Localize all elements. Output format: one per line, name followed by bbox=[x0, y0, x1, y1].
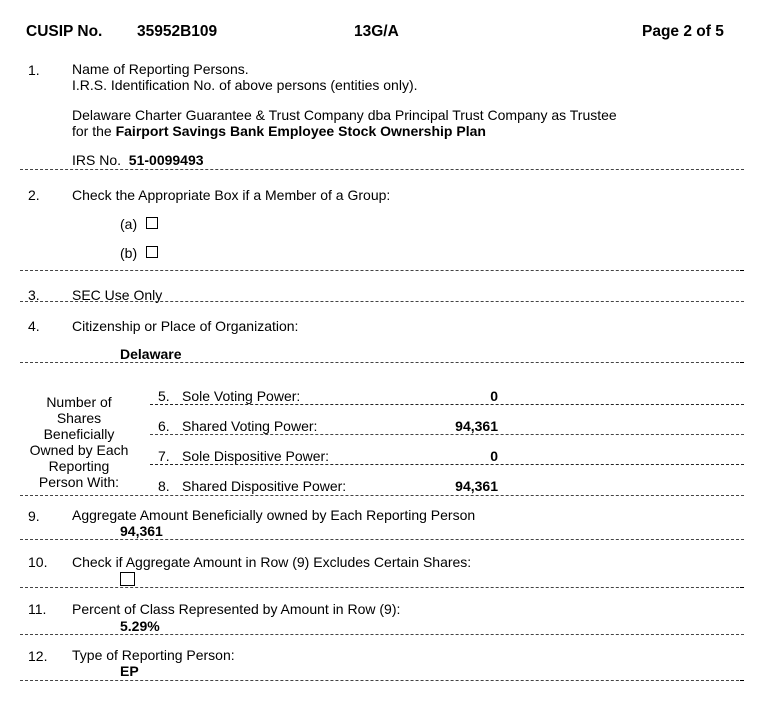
shares-label-line: Person With: bbox=[38, 474, 120, 490]
shares-block-label bbox=[24, 394, 134, 490]
aggregate-amount-value: 94,361 bbox=[120, 523, 163, 539]
row-3-number: 3. bbox=[28, 287, 40, 303]
group-option-b-label: (b) bbox=[120, 245, 138, 261]
citizenship-value: Delaware bbox=[120, 346, 182, 362]
divider bbox=[20, 169, 744, 170]
sole-voting-power-value: 0 bbox=[490, 388, 498, 404]
group-option-a-checkbox[interactable] bbox=[146, 217, 158, 229]
divider-tick bbox=[740, 680, 744, 681]
shared-dispositive-power-value: 94,361 bbox=[455, 478, 498, 494]
group-option-b-checkbox[interactable] bbox=[146, 246, 158, 258]
cusip-label: CUSIP No. bbox=[26, 23, 103, 40]
cusip-number: 35952B109 bbox=[137, 23, 218, 40]
row-4-label: Citizenship or Place of Organization: bbox=[72, 318, 299, 334]
entity-prefix: for the bbox=[72, 123, 116, 139]
row-12-label: Type of Reporting Person: bbox=[72, 647, 235, 663]
divider bbox=[20, 634, 744, 635]
divider bbox=[20, 362, 744, 363]
row-10-number: 10. bbox=[28, 554, 48, 570]
sole-dispositive-power-value: 0 bbox=[490, 448, 498, 464]
divider bbox=[20, 301, 744, 302]
group-option-a-label: (a) bbox=[120, 216, 138, 232]
page-number: Page 2 of 5 bbox=[642, 23, 724, 40]
divider bbox=[150, 404, 744, 405]
percent-of-class-value: 5.29% bbox=[120, 618, 160, 634]
row-11-number: 11. bbox=[28, 601, 47, 617]
divider bbox=[20, 539, 744, 540]
shares-label-line: Shares bbox=[56, 410, 102, 426]
item-5-number: 5. bbox=[158, 388, 170, 404]
item-7-number: 7. bbox=[158, 448, 170, 464]
row-1-label-line1: Name of Reporting Persons. bbox=[72, 61, 249, 77]
row-1-number: 1. bbox=[28, 62, 40, 78]
row-12-number: 12. bbox=[28, 648, 48, 664]
divider-tick bbox=[740, 362, 744, 363]
shares-label-line: Number of bbox=[46, 394, 112, 410]
item-6-number: 6. bbox=[158, 418, 170, 434]
plan-name: Fairport Savings Bank Employee Stock Ownership Plan bbox=[115, 123, 486, 139]
reporting-entity-line1: Delaware Charter Guarantee & Trust Company dba Principal Trust Company as Trustee bbox=[72, 107, 617, 123]
divider-tick bbox=[740, 270, 744, 271]
divider bbox=[150, 434, 744, 435]
row-9-number: 9. bbox=[28, 508, 40, 524]
shares-label-line: Reporting bbox=[48, 458, 110, 474]
shared-voting-power-value: 94,361 bbox=[455, 418, 498, 434]
item-8-number: 8. bbox=[158, 478, 170, 494]
row-1-label-line2: I.R.S. Identification No. of above persons (entities only). bbox=[72, 77, 418, 93]
excludes-shares-checkbox[interactable] bbox=[120, 572, 135, 586]
shared-dispositive-power-label: Shared Dispositive Power: bbox=[182, 478, 347, 494]
divider bbox=[20, 270, 744, 271]
divider bbox=[150, 464, 744, 465]
reporting-entity-line2 bbox=[72, 123, 486, 139]
row-2-number: 2. bbox=[28, 187, 40, 203]
irs-number-line bbox=[72, 152, 204, 168]
row-4-number: 4. bbox=[28, 318, 40, 334]
irs-value: 51-0099493 bbox=[128, 152, 204, 168]
row-2-label: Check the Appropriate Box if a Member of a Group: bbox=[72, 187, 391, 203]
sole-voting-power-label: Sole Voting Power: bbox=[182, 388, 301, 404]
divider bbox=[20, 587, 744, 588]
sole-dispositive-power-label: Sole Dispositive Power: bbox=[182, 448, 330, 464]
row-3-label: SEC Use Only bbox=[72, 287, 163, 303]
shares-label-line: Beneficially bbox=[43, 426, 115, 442]
divider bbox=[20, 680, 744, 681]
row-11-label: Percent of Class Represented by Amount in Row (9): bbox=[72, 601, 401, 617]
row-9-label: Aggregate Amount Beneficially owned by Each Reporting Person bbox=[72, 507, 476, 523]
divider-tick bbox=[740, 587, 744, 588]
irs-label: IRS No. bbox=[72, 152, 122, 168]
form-type: 13G/A bbox=[354, 23, 399, 40]
divider bbox=[20, 495, 744, 496]
reporting-person-type-value: EP bbox=[120, 663, 139, 679]
shared-voting-power-label: Shared Voting Power: bbox=[182, 418, 318, 434]
shares-label-line: Owned by Each bbox=[29, 442, 129, 458]
row-10-label: Check if Aggregate Amount in Row (9) Excludes Certain Shares: bbox=[72, 554, 472, 570]
